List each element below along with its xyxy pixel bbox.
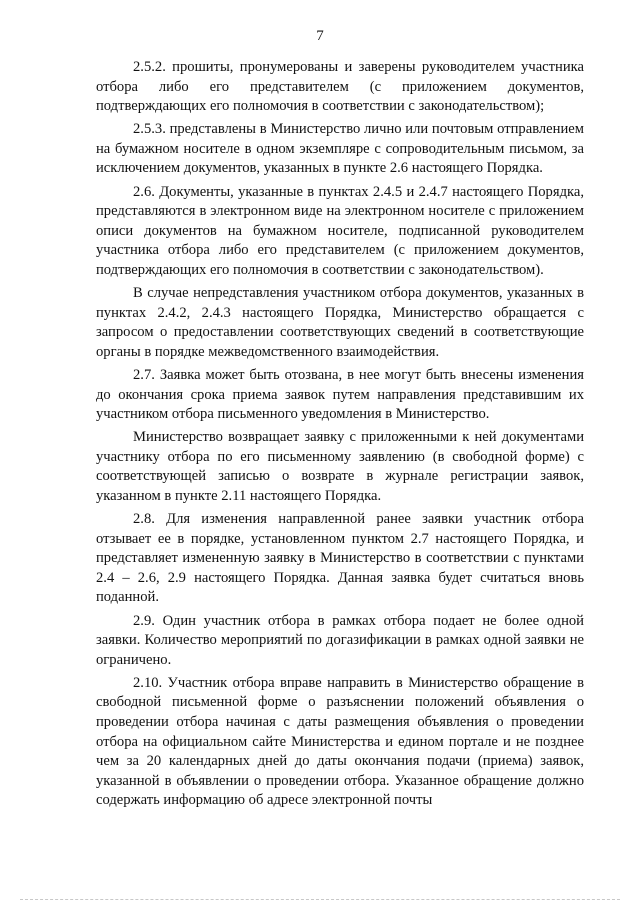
paragraph-2-6-nonsubmission: В случае непредставления участником отбора документов, указанных в пунктах 2.4.2, 2.4.3 настоящего Порядка, Министерство обращается с запросом о предоставлении соответствующих сведений в соответствующие органы в порядке межведомственного взаимодействия. [96, 285, 584, 360]
document-body [96, 58, 584, 814]
paragraph-2-5-2: 2.5.2. прошиты, пронумерованы и заверены руководителем участника отбора либо его представителем (с приложением документов, подтверждающих его полномочия в соответствии с законодательством); [96, 59, 584, 115]
page-bottom-edge [20, 899, 620, 900]
paragraph-2-7: 2.7. Заявка может быть отозвана, в нее могут быть внесены изменения до окончания срока приема заявок путем направления представившим их участником отбора письменного уведомления в Министерство. [96, 366, 584, 423]
page-number: 7 [316, 28, 324, 44]
paragraph-2-7-return: Министерство возвращает заявку с приложенными к ней документами участнику отбора по его письменному заявлению (в свободной форме) с соответствующей записью о возврате в журнале регистрации заявок, указанном в пункте 2.11 настоящего Порядка. [96, 429, 584, 504]
paragraph-2-8: 2.8. Для изменения направленной ранее заявки участник отбора отзывает ее в порядке, установленном пунктом 2.7 настоящего Порядка, и представляет измененную заявку в Министерство в соответствии с пунктами 2.4 – 2.6, 2.9 настоящего Порядка. Данная заявка будет считаться вновь поданной. [96, 511, 584, 606]
paragraph-2-10: 2.10. Участник отбора вправе направить в Министерство обращение в свободной письменной форме о разъяснении положений объявления о проведении отбора начиная с даты размещения объявления о проведении отбора на официальном сайте Министерства и едином портале и не позднее чем за 20 календарных дней до даты окончания подачи (приема) заявок, указанной в объявлении о проведении отбора. Указанное обращение должно содержать информацию об адресе электронной почты [96, 674, 584, 809]
paragraph-2-6: 2.6. Документы, указанные в пунктах 2.4.5 и 2.4.7 настоящего Порядка, представляются в электронном виде на электронном носителе с приложением описи документов на бумажном носителе, подписанной руководителем участника отбора либо его представителем (с приложением документов, подтверждающих его полномочия в соответствии с законодательством). [96, 183, 584, 278]
paragraph-2-9: 2.9. Один участник отбора в рамках отбора подает не более одной заявки. Количество мероприятий по догазификации в рамках одной заявки не ограничено. [96, 612, 584, 668]
paragraph-2-5-3: 2.5.3. представлены в Министерство лично или почтовым отправлением на бумажном носителе в одном экземпляре с сопроводительным письмом, за исключением документов, указанных в пункте 2.6 настоящего Порядка. [96, 121, 584, 177]
